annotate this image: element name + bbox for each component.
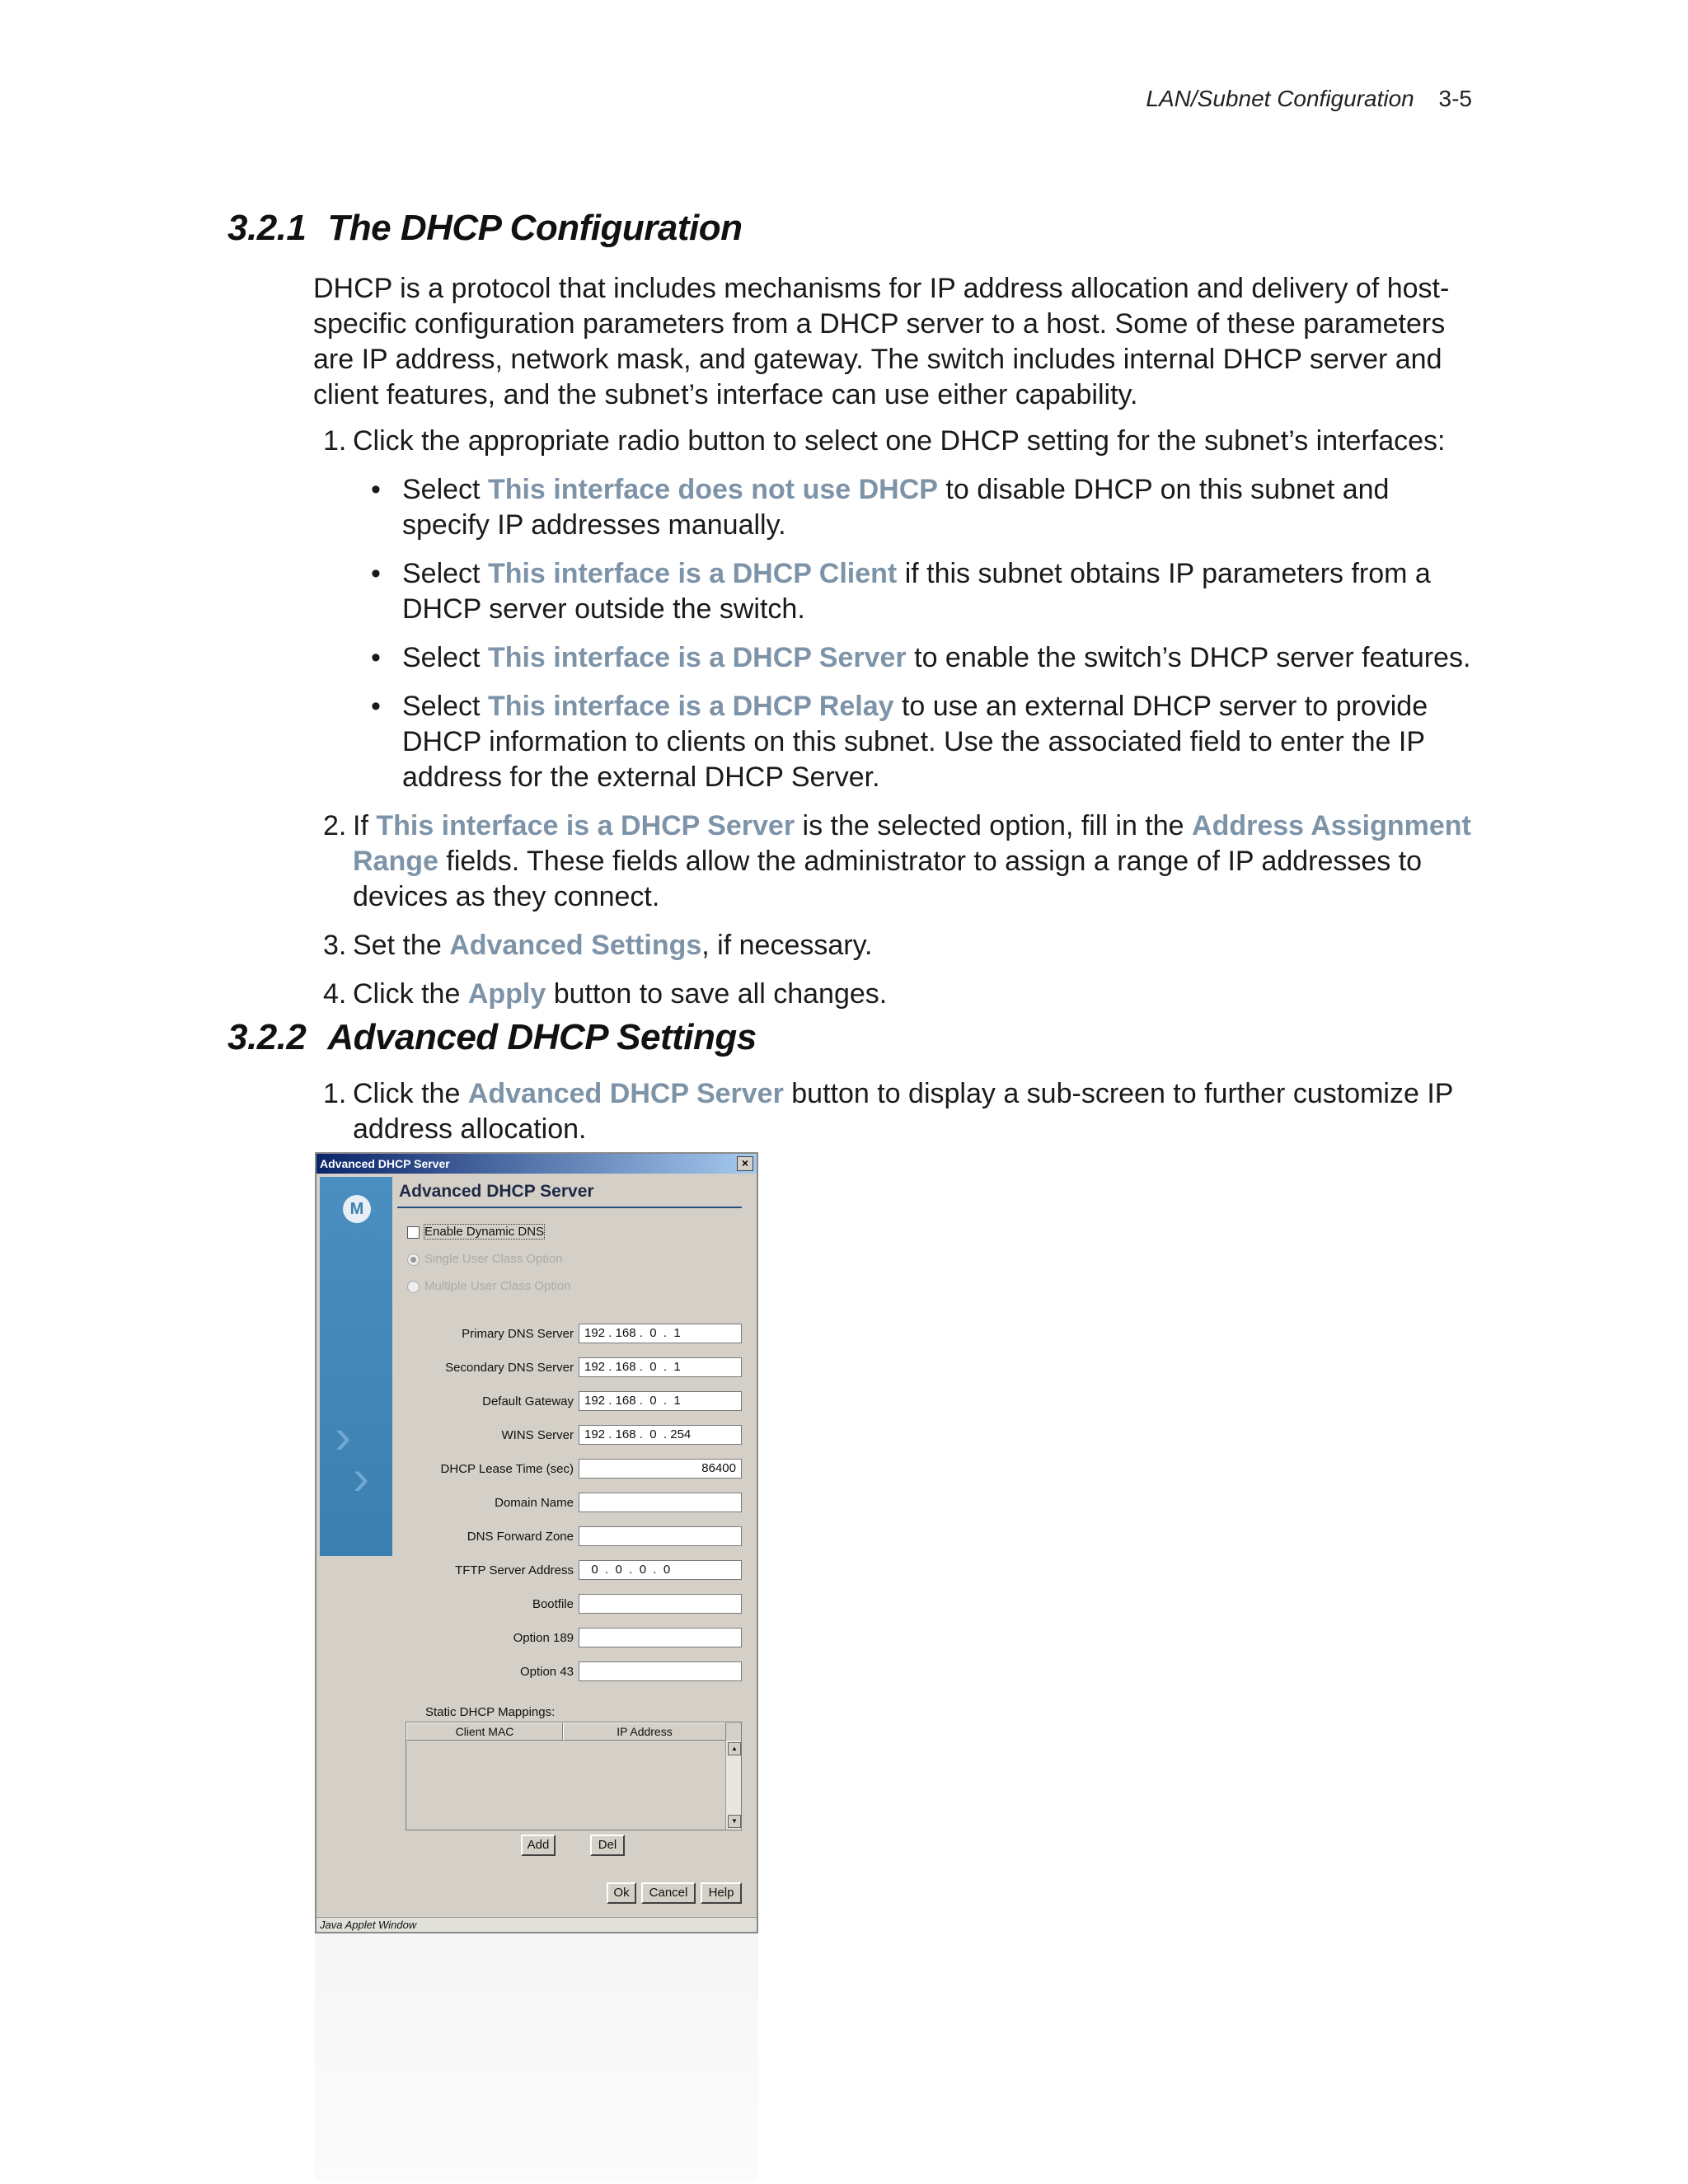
tftp-server-row	[399, 1560, 745, 1582]
screenshot-shadow	[315, 1933, 758, 2181]
field-label: DNS Forward Zone	[467, 1530, 574, 1544]
lease-time-row	[399, 1459, 745, 1480]
single-user-class-radio[interactable]	[407, 1252, 563, 1266]
advanced-dhcp-server-window	[315, 1152, 758, 1933]
bootfile-row	[399, 1594, 745, 1615]
step-pre: Click the	[353, 1078, 468, 1109]
page-number: 3-5	[1438, 86, 1472, 111]
step-post: button to display a sub-screen to further customize IP address allocation.	[353, 1078, 1453, 1145]
multiple-user-class-radio[interactable]	[407, 1279, 571, 1293]
ui-term: This interface is a DHCP Server	[487, 642, 907, 673]
column-header-ip-address[interactable]: IP Address	[563, 1722, 726, 1741]
step-1-bullets	[353, 472, 1484, 795]
ui-term: Address Assignment Range	[353, 810, 1471, 877]
dhcp-config-steps	[313, 424, 1484, 1025]
ui-term: This interface is a DHCP Relay	[487, 691, 894, 722]
bullet-pre: Select	[402, 691, 488, 722]
section-title: Advanced DHCP Settings	[327, 1017, 757, 1057]
step-pre: Click the	[353, 978, 468, 1010]
wins-server-row	[399, 1425, 745, 1446]
secondary-dns-row	[399, 1357, 745, 1379]
table-scrollbar[interactable]	[725, 1741, 741, 1830]
bullet-dhcp-relay	[353, 689, 1484, 795]
section-title: The DHCP Configuration	[327, 208, 743, 248]
scroll-down-icon[interactable]: ▼	[728, 1815, 741, 1828]
applet-status-bar: Java Applet Window	[316, 1917, 757, 1932]
field-label: Domain Name	[495, 1496, 574, 1510]
field-label: WINS Server	[501, 1428, 574, 1442]
bullet-post: to use an external DHCP server to provide DHCP information to clients on this subnet. Use the associated field to enter the IP address for the external DHCP Server.	[402, 691, 1428, 793]
bullet-post: to enable the switch’s DHCP server features.	[906, 642, 1471, 673]
field-label: DHCP Lease Time (sec)	[440, 1462, 574, 1476]
bootfile-input[interactable]	[579, 1594, 742, 1614]
option-189-row	[399, 1628, 745, 1649]
step-1	[313, 424, 1484, 795]
help-button[interactable]: Help	[701, 1882, 742, 1904]
step-2	[313, 808, 1484, 915]
running-head-title: LAN/Subnet Configuration	[1146, 86, 1414, 111]
option-43-row	[399, 1661, 745, 1683]
static-mappings-table[interactable]	[406, 1722, 742, 1830]
bullet-dhcp-client	[353, 556, 1484, 627]
section-number: 3.2.2	[227, 1017, 307, 1057]
secondary-dns-input[interactable]: 192 . 168 . 0 . 1	[579, 1357, 742, 1377]
field-label: Secondary DNS Server	[445, 1361, 574, 1375]
window-titlebar[interactable]	[316, 1154, 757, 1174]
step-pre: If	[353, 810, 377, 841]
window-title: Advanced DHCP Server	[320, 1157, 450, 1170]
dialog-heading: Advanced DHCP Server	[399, 1182, 594, 1201]
checkbox-label: Enable Dynamic DNS	[424, 1225, 545, 1239]
option-189-input[interactable]	[579, 1628, 742, 1647]
option-43-input[interactable]	[579, 1661, 742, 1681]
wins-server-input[interactable]: 192 . 168 . 0 . 254	[579, 1425, 742, 1445]
scroll-up-icon[interactable]: ▲	[728, 1742, 741, 1755]
step-number: 2.	[323, 810, 347, 841]
step-post: button to save all changes.	[546, 978, 888, 1010]
dns-forward-zone-row	[399, 1526, 745, 1548]
bullet-dhcp-server	[353, 640, 1484, 676]
running-head	[1146, 86, 1472, 112]
cancel-button[interactable]: Cancel	[641, 1882, 696, 1904]
field-label: Default Gateway	[482, 1394, 574, 1408]
field-label: TFTP Server Address	[455, 1563, 574, 1577]
field-label: Bootfile	[532, 1597, 574, 1611]
dns-forward-zone-input[interactable]	[579, 1526, 742, 1546]
ui-term: This interface is a DHCP Server	[376, 810, 795, 841]
ui-term: Advanced Settings	[449, 930, 702, 961]
field-label: Option 43	[519, 1665, 574, 1679]
domain-name-row	[399, 1493, 745, 1514]
field-label: Primary DNS Server	[462, 1327, 574, 1341]
step-number: 3.	[323, 930, 347, 961]
step-3	[313, 928, 1484, 963]
default-gateway-row	[399, 1391, 745, 1413]
section-intro: DHCP is a protocol that includes mechanisms for IP address allocation and delivery of host-specific configuration parameters from a DHCP server to a host. Some of these parameters are IP address, network mask, and gateway. The switch includes internal DHCP server and client features, and the subnet’s interface can use either capability.	[313, 273, 1450, 410]
step-4	[313, 977, 1484, 1012]
primary-dns-row	[399, 1324, 745, 1345]
bullet-post: if this subnet obtains IP parameters from a DHCP server outside the switch.	[402, 558, 1431, 625]
field-label: Option 189	[513, 1631, 574, 1645]
step-number: 4.	[323, 978, 347, 1010]
del-button[interactable]: Del	[590, 1835, 625, 1856]
bullet-no-dhcp	[353, 472, 1484, 543]
section-number: 3.2.1	[227, 208, 307, 248]
enable-dynamic-dns-checkbox[interactable]	[407, 1225, 544, 1239]
ui-term: This interface is a DHCP Client	[487, 558, 898, 589]
step-number: 1.	[323, 425, 347, 457]
close-icon[interactable]: ×	[737, 1156, 753, 1171]
bullet-pre: Select	[402, 474, 488, 505]
radio-circle[interactable]	[407, 1281, 420, 1293]
domain-name-input[interactable]	[579, 1493, 742, 1512]
column-header-client-mac[interactable]: Client MAC	[406, 1722, 563, 1741]
bullet-post: to disable DHCP on this subnet and specify IP addresses manually.	[402, 474, 1390, 541]
ui-term: Advanced DHCP Server	[467, 1078, 784, 1109]
radio-circle[interactable]	[407, 1254, 420, 1266]
radio-label: Multiple User Class Option	[424, 1279, 571, 1293]
add-button[interactable]: Add	[521, 1835, 556, 1856]
bullet-pre: Select	[402, 558, 488, 589]
advanced-dhcp-steps	[313, 1076, 1484, 1160]
checkbox-box[interactable]	[407, 1226, 420, 1239]
motorola-logo-icon: M	[343, 1195, 371, 1223]
lease-time-input[interactable]: 86400	[579, 1459, 742, 1479]
step-number: 1.	[323, 1078, 347, 1109]
section-heading-3-2-1	[227, 208, 742, 249]
section-heading-3-2-2	[227, 1017, 757, 1058]
radio-label: Single User Class Option	[424, 1252, 563, 1266]
step-post: fields. These fields allow the administrator to assign a range of IP addresses to devices as they connect.	[353, 846, 1423, 912]
step-post: , if necessary.	[701, 930, 873, 961]
chevron-decoration-icon: ›	[353, 1450, 369, 1505]
brand-sidebar	[320, 1177, 392, 1556]
default-gateway-input[interactable]: 192 . 168 . 0 . 1	[579, 1391, 742, 1411]
step-pre: Set the	[353, 930, 450, 961]
ok-button[interactable]: Ok	[607, 1882, 636, 1904]
step-1	[313, 1076, 1484, 1147]
chevron-decoration-icon: ›	[335, 1408, 351, 1464]
bullet-pre: Select	[402, 642, 488, 673]
static-mappings-label: Static DHCP Mappings:	[425, 1705, 556, 1719]
ui-term: Apply	[467, 978, 546, 1010]
tftp-server-input[interactable]: 0 . 0 . 0 . 0	[579, 1560, 742, 1580]
heading-divider	[397, 1207, 742, 1208]
ui-term: This interface does not use DHCP	[487, 474, 938, 505]
step-mid: is the selected option, fill in the	[795, 810, 1193, 841]
step-text: Click the appropriate radio button to select one DHCP setting for the subnet’s interfaces:	[353, 425, 1446, 457]
primary-dns-input[interactable]: 192 . 168 . 0 . 1	[579, 1324, 742, 1343]
